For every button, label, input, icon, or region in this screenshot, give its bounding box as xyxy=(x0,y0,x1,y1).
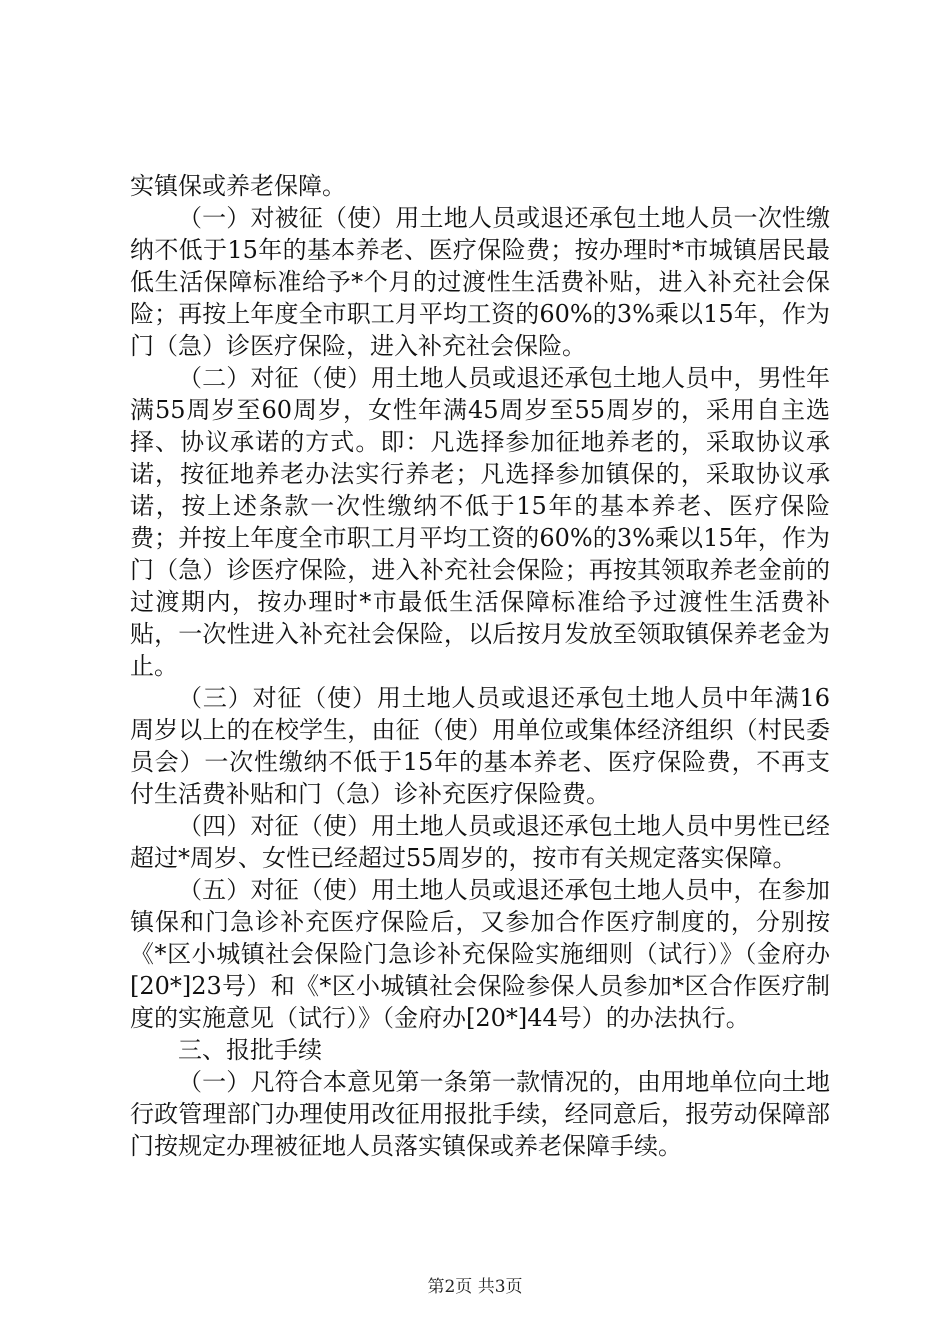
paragraph-item-2: （二）对征（使）用土地人员或退还承包土地人员中，男性年满55周岁至60周岁，女性年满45周岁至55周岁的，采用自主选择、协议承诺的方式。即：凡选择参加征地养老的，采取协议承诺，按征地养老办法实行养老；凡选择参加镇保的，采取协议承诺，按上述条款一次性缴纳不低于15年的基本养老、医疗保险费；并按上年度全市职工月平均工资的60%的3%乘以15年，作为门（急）诊医疗保险，进入补充社会保险；再按其领取养老金前的过渡期内，按办理时*市最低生活保障标准给予过渡性生活费补贴，一次性进入补充社会保险，以后按月发放至领取镇保养老金为止。 xyxy=(130,364,830,680)
document-body xyxy=(130,170,830,1162)
paragraph-approval-1: （一）凡符合本意见第一条第一款情况的，由用地单位向土地行政管理部门办理使用改征用报批手续，经同意后，报劳动保障部门按规定办理被征地人员落实镇保或养老保障手续。 xyxy=(130,1068,830,1160)
paragraph-item-1: （一）对被征（使）用土地人员或退还承包土地人员一次性缴纳不低于15年的基本养老、医疗保险费；按办理时*市城镇居民最低生活保障标准给予*个月的过渡性生活费补贴，进入补充社会保险；再按上年度全市职工月平均工资的60%的3%乘以15年，作为门（急）诊医疗保险，进入补充社会保险。 xyxy=(130,204,830,360)
section-heading: 三、报批手续 xyxy=(178,1036,322,1064)
paragraph-continuation: 实镇保或养老保障。 xyxy=(130,172,346,200)
paragraph-item-3: （三）对征（使）用土地人员或退还承包土地人员中年满16周岁以上的在校学生，由征（使）用单位或集体经济组织（村民委员会）一次性缴纳不低于15年的基本养老、医疗保险费，不再支付生活费补贴和门（急）诊补充医疗保险费。 xyxy=(130,684,830,808)
paragraph-item-5: （五）对征（使）用土地人员或退还承包土地人员中，在参加镇保和门急诊补充医疗保险后，又参加合作医疗制度的，分别按《*区小城镇社会保险门急诊补充保险实施细则（试行）》（金府办[20*]23号）和《*区小城镇社会保险参保人员参加*区合作医疗制度的实施意见（试行）》（金府办[20*]44号）的办法执行。 xyxy=(130,876,830,1032)
paragraph-item-4: （四）对征（使）用土地人员或退还承包土地人员中男性已经超过*周岁、女性已经超过55周岁的，按市有关规定落实保障。 xyxy=(130,812,830,872)
page-number-label: 第2页 共3页 xyxy=(427,1277,523,1297)
page-footer xyxy=(0,1276,950,1298)
